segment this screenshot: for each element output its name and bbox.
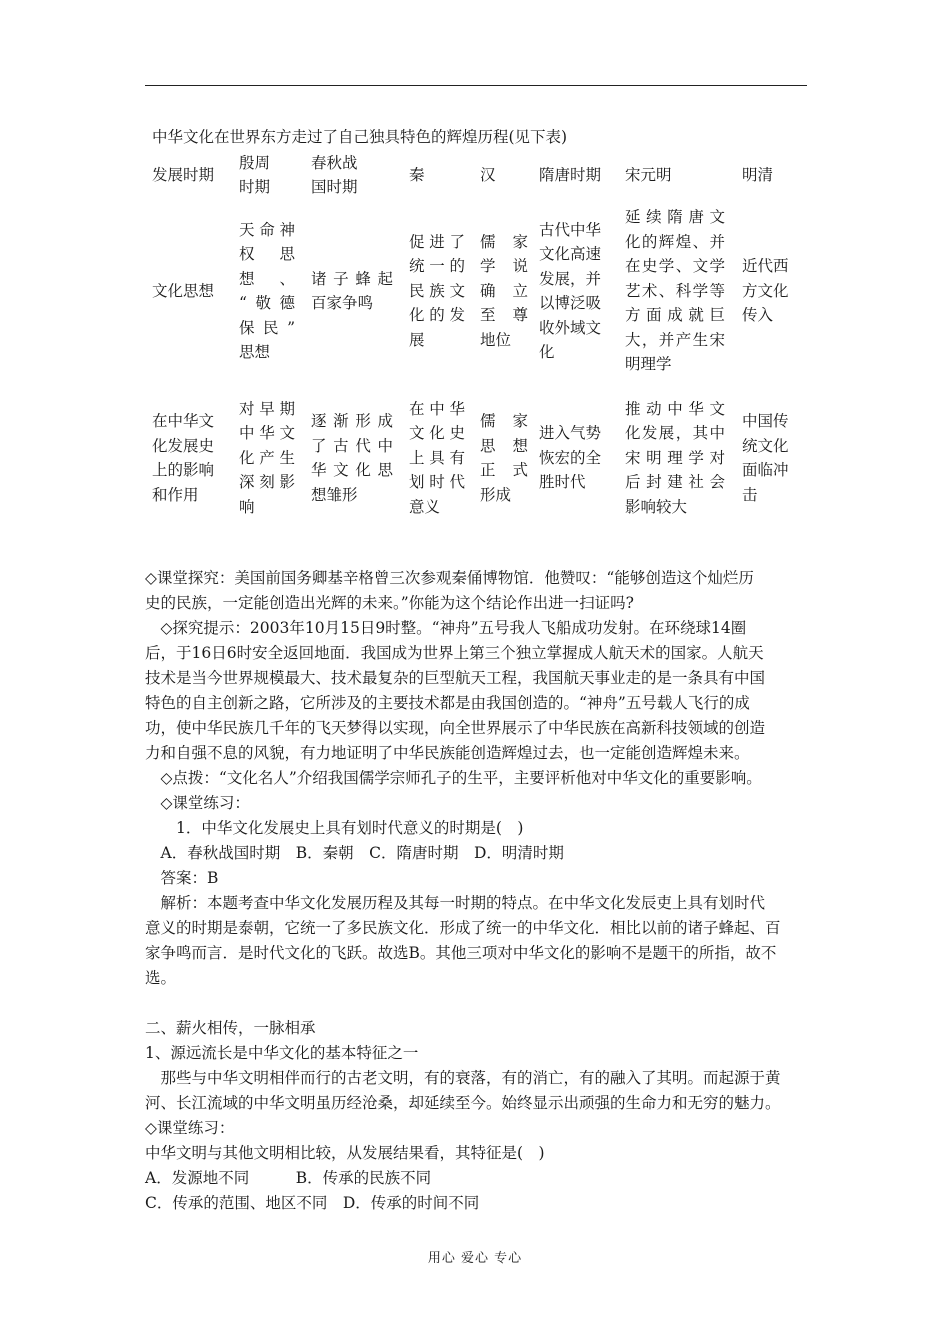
cell-line: 汉 xyxy=(480,165,496,184)
cell-line: 时期 xyxy=(239,178,271,196)
cell-line: 思 想 xyxy=(480,436,528,455)
cell-line: 儒 家 xyxy=(480,232,528,251)
paragraph-line: 河、长江流域的中华文明虽历经沧桑，却延续至今。始终显示出顽强的生命力和无穷的魅力。 xyxy=(145,1094,781,1112)
cell-line: 秦 xyxy=(409,165,425,184)
cell-line: 以博泛吸 xyxy=(539,294,602,312)
cell-line: 思想 xyxy=(239,343,271,361)
paragraph-line: 后，于16日6时安全返回地面．我国成为世界上第三个独立掌握成人航天术的国家。人航天 xyxy=(145,644,764,662)
culture-cell-2 xyxy=(311,267,393,316)
paragraph-line: 家争鸣而言．是时代文化的飞跃。故选B。其他三项对中华文化的影响不是题干的所指，故不 xyxy=(145,944,777,962)
cell-line: 方面成就巨 xyxy=(625,306,725,325)
paragraph-line: ◇课堂练习： xyxy=(145,1119,235,1137)
cell-line: 方文化 xyxy=(742,281,789,300)
paragraph-line: ◇探究提示：2003年10月15日9时整。“神舟”五号我人飞船成功发射。在环绕球14圈 xyxy=(145,619,747,637)
cell-line: 面临冲 xyxy=(742,461,789,479)
cell-line: 响 xyxy=(239,497,255,516)
cell-line: 艺术、科学等 xyxy=(625,281,725,300)
paragraph-line: 功，使中华民族几千年的飞天梦得以实现，向全世界展示了中华民族在高新科技领域的创造 xyxy=(145,719,766,737)
cell-line: 中国传 xyxy=(742,412,789,430)
cell-line: 百家争鸣 xyxy=(311,294,374,312)
cell-line: 发展时期 xyxy=(152,165,215,184)
header-cell-2 xyxy=(311,151,393,200)
cell-line: 击 xyxy=(742,485,758,504)
cell-line: 发展，并 xyxy=(539,269,602,288)
cell-line: 在史学、文学 xyxy=(625,257,725,276)
paragraph-line: 史的民族，一定能创造出光辉的未来。”你能为这个结论作出进一扫证吗? xyxy=(145,594,634,612)
cell-line: 后封建社会 xyxy=(625,473,725,492)
cell-line: 学 说 xyxy=(480,257,528,276)
blank-line xyxy=(145,991,807,1016)
cell-line: 明清 xyxy=(742,165,774,184)
header-cell-4 xyxy=(480,163,528,188)
body-text xyxy=(145,566,807,1216)
influence-cell-5 xyxy=(539,421,609,495)
paragraph-line: A．春秋战国时期 B．秦朝 C．隋唐时期 D．明清时期 xyxy=(145,844,564,862)
cell-line: 延续隋唐文 xyxy=(625,208,725,227)
cell-line: 统文化 xyxy=(742,436,789,455)
cell-line: 文化思想 xyxy=(152,281,215,300)
cell-line: 化产生 xyxy=(239,448,295,467)
cell-line: 儒 家 xyxy=(480,412,528,430)
influence-cell-6 xyxy=(625,397,725,520)
cell-line: 促进了 xyxy=(409,232,465,251)
culture-cell-6 xyxy=(625,205,725,377)
paragraph-line: 选。 xyxy=(145,969,177,987)
cell-line: 保民” xyxy=(239,318,295,337)
cell-line: 诸子蜂起 xyxy=(311,269,393,288)
influence-cell-7 xyxy=(742,409,800,507)
cell-line: 春秋战 xyxy=(311,153,358,172)
cell-line: 天命神 xyxy=(239,220,295,239)
cell-line: 展 xyxy=(409,330,425,349)
cell-line: 隋唐时期 xyxy=(539,165,602,184)
cell-line: 民族文 xyxy=(409,281,465,300)
cell-line: 上具有 xyxy=(409,448,465,467)
header-cell-1 xyxy=(239,151,295,200)
culture-cell-0 xyxy=(152,279,232,304)
paragraph-line: 力和自强不息的风貌，有力地证明了中华民族能创造辉煌过去，也一定能创造辉煌未来。 xyxy=(145,744,750,762)
paragraph-line: 那些与中华文明相伴而行的古老文明，有的衰落，有的消亡，有的融入了其明。而起源于黄 xyxy=(145,1069,781,1087)
cell-line: 地位 xyxy=(480,330,512,349)
header-cell-6 xyxy=(625,163,725,188)
cell-line: 殷周 xyxy=(239,153,271,172)
cell-line: 想雏形 xyxy=(311,485,358,504)
paragraph-line: 1、源远流长是中华文化的基本特征之一 xyxy=(145,1044,419,1062)
cell-line: 明理学 xyxy=(625,355,672,374)
culture-cell-5 xyxy=(539,218,609,365)
cell-line: 宋明理学对 xyxy=(625,448,725,467)
culture-cell-7 xyxy=(742,254,800,328)
cell-line: 了古代中 xyxy=(311,436,393,455)
cell-line: 化的发 xyxy=(409,306,465,325)
cell-line: 国时期 xyxy=(311,178,358,196)
cell-line: 至 尊 xyxy=(480,306,528,325)
culture-cell-3 xyxy=(409,230,465,353)
cell-line: 想 、 xyxy=(239,269,295,288)
cell-line: 对早期 xyxy=(239,399,295,418)
cell-line: 古代中华 xyxy=(539,220,602,239)
cell-line: 文化高速 xyxy=(539,245,602,263)
cell-line: 胜时代 xyxy=(539,473,586,492)
cell-line: “敬德 xyxy=(239,294,295,312)
cell-line: 统一的 xyxy=(409,257,465,276)
table-caption: 中华文化在世界东方走过了自己独具特色的辉煌历程(见下表) xyxy=(152,128,568,146)
paragraph-line: 中华文明与其他文明相比较，从发展结果看，其特征是( ) xyxy=(145,1144,545,1162)
header-cell-5 xyxy=(539,163,609,188)
paragraph-line: 特色的自主创新之路，它所涉及的主要技术都是由我国创造的。“神舟”五号载人飞行的成 xyxy=(145,694,750,712)
paragraph-line: ◇课堂练习： xyxy=(145,794,250,812)
influence-cell-3 xyxy=(409,397,465,520)
cell-line: 意义 xyxy=(409,497,441,516)
cell-line: 中华文 xyxy=(239,424,295,443)
cell-line: 化发展，其中 xyxy=(625,424,725,443)
cell-line: 权 思 xyxy=(239,245,295,263)
influence-cell-2 xyxy=(311,409,393,507)
header-rule xyxy=(145,85,807,86)
paragraph-line: 答案：B xyxy=(145,869,219,887)
paragraph-line: C．传承的范围、地区不同 D．传承的时间不同 xyxy=(145,1194,480,1212)
cell-line: 确 立 xyxy=(480,281,528,300)
cell-line: 影响较大 xyxy=(625,497,688,516)
cell-line: 在中华 xyxy=(409,399,465,418)
cell-line: 化 xyxy=(539,343,555,361)
paragraph-line: ◇点拨：“文化名人”介绍我国儒学宗师孔子的生平，主要评析他对中华文化的重要影响。 xyxy=(145,769,762,787)
cell-line: 逐渐形成 xyxy=(311,412,393,430)
cell-line: 近代西 xyxy=(742,257,789,276)
cell-line: 宋元明 xyxy=(625,165,672,184)
paragraph-line: ◇课堂探究：美国前国务卿基辛格曾三次参观秦俑博物馆．他赞叹：“能够创造这个灿烂历 xyxy=(145,569,754,587)
cell-line: 划时代 xyxy=(409,473,465,492)
paragraph-line: 解析：本题考查中华文化发展历程及其每一时期的特点。在中华文化发辰吏上具有划时代 xyxy=(145,894,766,912)
header-cell-0 xyxy=(152,163,232,188)
cell-line: 传入 xyxy=(742,306,774,325)
cell-line: 大，并产生宋 xyxy=(625,330,725,349)
cell-line: 文化史 xyxy=(409,424,465,443)
cell-line: 华文化思 xyxy=(311,461,393,479)
paragraph-line: 二、薪火相传，一脉相承 xyxy=(145,1019,316,1037)
cell-line: 收外域文 xyxy=(539,318,602,337)
paragraph-line: 技术是当今世界规模最大、技术最复杂的巨型航天工程，我国航天事业走的是一条具有中国 xyxy=(145,669,766,687)
cell-line: 上的影响 xyxy=(152,461,215,479)
culture-cell-1 xyxy=(239,218,295,365)
cell-line: 化的辉煌、并 xyxy=(625,232,725,251)
cell-line: 形成 xyxy=(480,485,512,504)
cell-line: 进入气势 xyxy=(539,424,602,443)
paragraph-line: A．发源地不同 B．传承的民族不同 xyxy=(145,1169,432,1187)
cell-line: 恢宏的全 xyxy=(539,448,602,467)
influence-cell-4 xyxy=(480,409,528,507)
cell-line: 在中华文 xyxy=(152,412,215,430)
header-cell-7 xyxy=(742,163,800,188)
cell-line: 推动中华文 xyxy=(625,399,725,418)
page-footer: 用心 爱心 专心 xyxy=(427,1251,523,1266)
cell-line: 化发展史 xyxy=(152,436,215,455)
paragraph-line: 1．中华文化发展史上具有划时代意义的时期是( ) xyxy=(145,819,524,837)
culture-cell-4 xyxy=(480,230,528,353)
influence-cell-0 xyxy=(152,409,232,507)
cell-line: 和作用 xyxy=(152,485,199,504)
header-cell-3 xyxy=(409,163,465,188)
cell-line: 正 式 xyxy=(480,461,528,479)
cell-line: 深刻影 xyxy=(239,473,295,492)
influence-cell-1 xyxy=(239,397,295,520)
paragraph-line: 意义的时期是泰朝，它统一了多民族文化．形成了统一的中华文化．相比以前的诸子蜂起、百 xyxy=(145,919,781,937)
